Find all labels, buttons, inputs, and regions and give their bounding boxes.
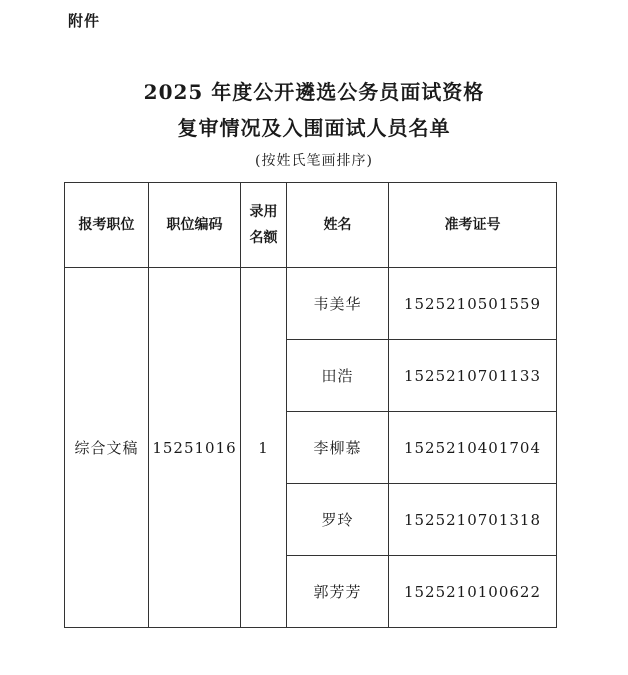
candidate-name: 韦美华 bbox=[287, 268, 389, 340]
candidate-name: 李柳慕 bbox=[287, 412, 389, 484]
exam-number: 1525210501559 bbox=[389, 268, 557, 340]
header-position: 报考职位 bbox=[65, 183, 149, 268]
candidate-table bbox=[64, 182, 557, 628]
exam-number: 1525210401704 bbox=[389, 412, 557, 484]
table-header-row bbox=[65, 183, 557, 268]
document-title-line2: 复审情况及入围面试人员名单 bbox=[177, 116, 451, 140]
document-title-line1: 2025 年度公开遴选公务员面试资格 bbox=[143, 80, 485, 104]
exam-number: 1525210701318 bbox=[389, 484, 557, 556]
header-position-code: 职位编码 bbox=[149, 183, 241, 268]
exam-number: 1525210100622 bbox=[389, 556, 557, 628]
header-name: 姓名 bbox=[287, 183, 389, 268]
candidate-name: 田浩 bbox=[287, 340, 389, 412]
candidate-name: 郭芳芳 bbox=[287, 556, 389, 628]
position-cell: 综合文稿 bbox=[65, 268, 149, 628]
table-row bbox=[65, 268, 557, 340]
attachment-label: 附件 bbox=[68, 12, 101, 30]
exam-number: 1525210701133 bbox=[389, 340, 557, 412]
candidate-name: 罗玲 bbox=[287, 484, 389, 556]
document-subtitle: (按姓氏笔画排序) bbox=[255, 153, 373, 169]
header-exam-number: 准考证号 bbox=[389, 183, 557, 268]
position-code-cell: 15251016 bbox=[149, 268, 241, 628]
header-quota bbox=[241, 183, 287, 268]
quota-cell: 1 bbox=[241, 268, 287, 628]
header-quota-label: 录用名额 bbox=[249, 204, 278, 246]
